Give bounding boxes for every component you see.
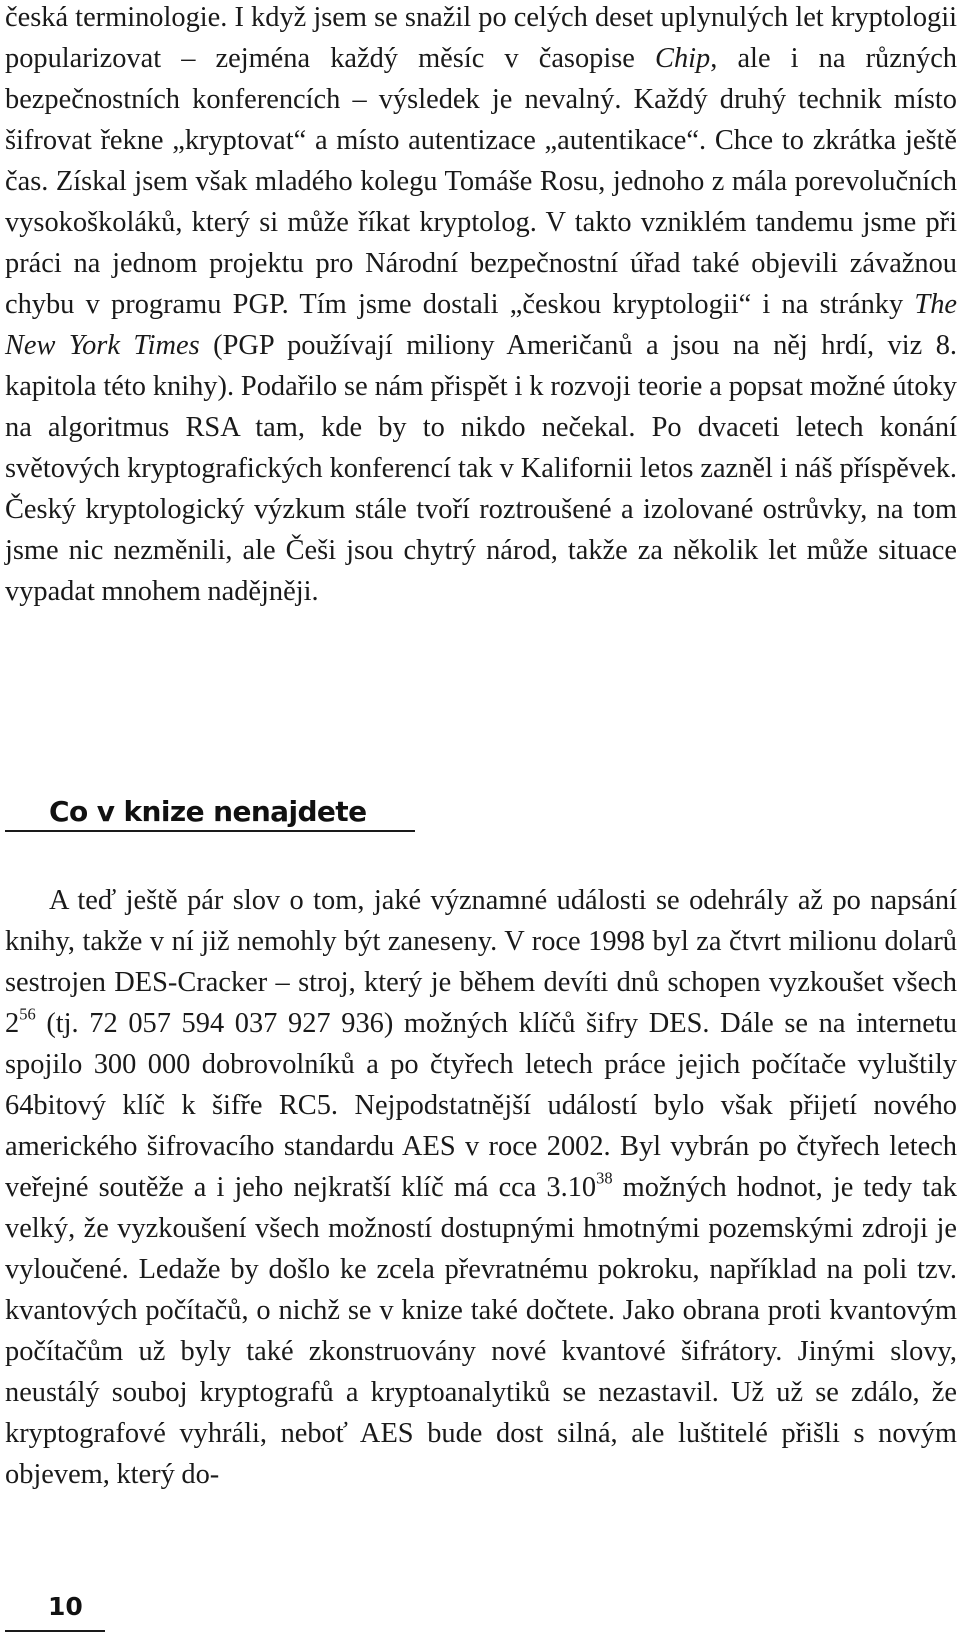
newspaper-title: The New York Times [5,289,957,361]
exponent: 56 [19,1004,36,1024]
paragraph-text: , ale i na různých bezpečnostních konferencích – výsledek je nevalný. Každý druhý technik místo šifrovat řekne „kryptovat“ a místo autentizace „autentikace“. Chce to zkrátka ještě čas. Získal jsem však mladého kolegu Tomáše Rosu, jednoho z mála porevolučních vysokoškoláků, který si může říkat kryptolog. V takto vzniklém tandemu jsme při práci na jednom projektu pro Národní bezpečnostní úřad také objevili závažnou chybu v programu PGP. Tím jsme dostali „českou kryptologii“ i na stránky [5,43,958,320]
exponent: 38 [596,1168,613,1188]
paragraph-text: A teď ještě pár slov o tom, jaké významné události se odehrály až po napsání knihy, takže v ní již nemohly být zaneseny. V roce 1998 byl za čtvrt milionu dolarů sestrojen DES-Cracker – stroj, který je během devíti dnů schopen vyzkoušet všech 2 [5,885,957,1039]
page-number-underline [5,1630,105,1632]
magazine-title: Chip [655,43,711,74]
paragraph-text: česká terminologie. I když jsem se snažil po celých deset uplynulých let kryptologii popularizovat – zejména každý měsíc v časopise [5,2,957,74]
section-heading-block [5,795,415,835]
section-heading: Co v knize nenajdete [49,795,367,828]
paragraph-text: možných hodnot, je tedy tak velký, že vyzkoušení všech možností dostupnými hmotnými pozemskými zdroji je vyloučené. Ledaže by došlo ke zcela převratnému pokroku, například na poli tzv. kvantových počítačů, o nichž se v knize také dočtete. Jako obrana proti kvantovým počítačům už byly také zkonstruovány nové kvantové šifrátory. Jinými slovy, neustálý souboj kryptografů a kryptoanalytiků se nezastavil. Už už se zdálo, že kryptografové vyhráli, neboť AES bude dost silná, ale luštitelé přišli s novým objevem, který do- [5,1172,957,1490]
page-number: 10 [48,1592,83,1621]
heading-underline [5,830,415,832]
paragraph-text: (PGP používají miliony Američanů a jsou na něj hrdí, viz 8. kapitola této knihy). Podařilo se nám přispět i k rozvoji teorie a popsat možné útoky na algoritmus RSA tam, kde by to nikdo nečekal. Po dvaceti letech konání světových kryptografických konferencí tak v Kalifornii letos zazněl i náš příspěvek. Český kryptologický výzkum stále tvoří roztroušené a izolované ostrůvky, na tom jsme nic nezměnili, ale Češi jsou chytrý národ, takže za několik let může situace vypadat mnohem nadějněji. [5,330,957,607]
body-paragraph-intro [5,0,957,612]
paragraph-text: (tj. 72 057 594 037 927 936) možných klíčů šifry DES. Dále se na internetu spojilo 300 000 dobrovolníků a po čtyřech letech práce jejich počítače vyluštily 64bitový klíč k šifře RC5. Nejpodstatnější událostí bylo však přijetí nového amerického šifrovacího standardu AES v roce 2002. Byl vybrán po čtyřech letech veřejné soutěže a i jeho nejkratší klíč má cca 3.10 [5,1008,957,1203]
body-paragraph-section [5,880,957,1495]
